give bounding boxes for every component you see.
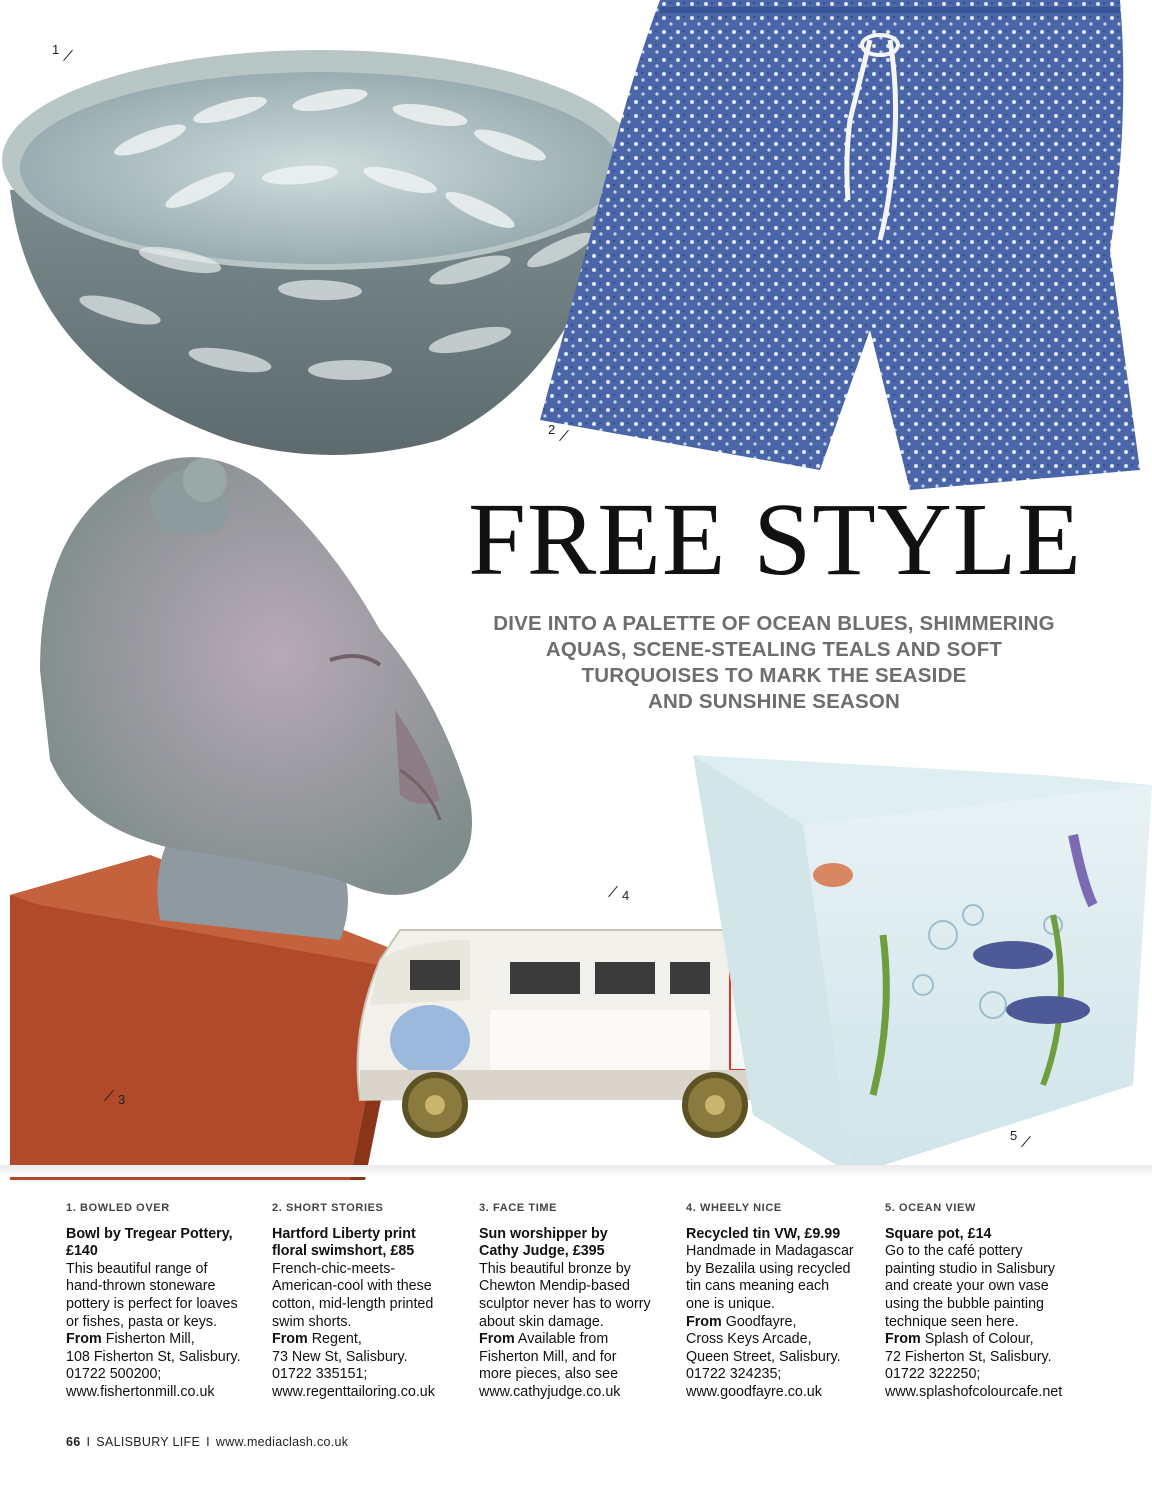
caption-from: From Fisherton Mill, — [66, 1331, 195, 1348]
caption-body: Go to the café pottery painting studio in Salisbury and create your own vase using the bubble painting technique seen here. From Splash of Colour, 72 Fisherton St, Salisbury. 01722 322250; www.splashofcolourcafe.net — [885, 1243, 1075, 1401]
marker-slash-icon — [104, 1090, 114, 1101]
page-footer — [66, 1435, 348, 1449]
marker-2 — [548, 422, 571, 437]
caption-website-link[interactable]: www.fishertonmill.co.uk — [66, 1383, 215, 1400]
page-headline: FREE STYLE — [468, 482, 1082, 597]
marker-number: 4 — [622, 888, 630, 903]
swim-shorts-image — [520, 0, 1152, 490]
caption-title: Hartford Liberty print floral swimshort, £85 — [272, 1225, 416, 1260]
image-fade-strip — [0, 1165, 1152, 1177]
caption-item-5 — [885, 1200, 1075, 1402]
standfirst — [468, 611, 1080, 715]
caption-from: From Regent, — [272, 1331, 362, 1348]
caption-website-link[interactable]: www.splashofcolourcafe.net — [885, 1383, 1063, 1400]
caption-website-link[interactable]: www.goodfayre.co.uk — [686, 1383, 822, 1400]
marker-number: 2 — [548, 422, 556, 437]
caption-item-3 — [479, 1200, 669, 1402]
caption-title: Square pot, £14 — [885, 1225, 992, 1242]
caption-from: From Splash of Colour, — [885, 1331, 1034, 1348]
footer-separator: I — [206, 1435, 210, 1449]
standfirst-line: AND SUNSHINE SEASON — [647, 690, 901, 713]
square-pot-image — [693, 755, 1152, 1180]
standfirst-line: DIVE INTO A PALETTE OF OCEAN BLUES, SHIMMERING — [493, 612, 1055, 635]
caption-body: This beautiful range of hand-thrown stoneware pottery is perfect for loaves or fishes, pasta or keys. From Fisherton Mill, 108 Fisherton St, Salisbury. 01722 500200; www.fishertonmill.co.uk — [66, 1261, 256, 1402]
caption-body: French-chic-meets- American-cool with these cotton, mid-length printed swim shorts. From Regent, 73 New St, Salisbury. 01722 335151; www.regenttailoring.co.uk — [272, 1261, 462, 1402]
caption-kicker: 3. FACE TIME — [479, 1202, 558, 1214]
publication-name: SALISBURY LIFE — [96, 1435, 201, 1449]
caption-title: Sun worshipper by Cathy Judge, £395 — [479, 1225, 608, 1260]
footer-website-link[interactable]: www.mediaclash.co.uk — [215, 1435, 349, 1449]
marker-number: 5 — [1010, 1128, 1018, 1143]
caption-kicker: 2. SHORT STORIES — [272, 1202, 384, 1214]
caption-kicker: 5. OCEAN VIEW — [885, 1202, 976, 1214]
footer-separator: I — [86, 1435, 91, 1449]
marker-slash-icon — [608, 886, 618, 897]
standfirst-line: AQUAS, SCENE-STEALING TEALS AND SOFT — [545, 638, 1003, 661]
caption-kicker: 4. WHEELY NICE — [686, 1202, 782, 1214]
caption-body: Handmade in Madagascar by Bezalila using recycled tin cans meaning each one is unique. From Goodfayre, Cross Keys Arcade, Queen Street, Salisbury. 01722 324235; www.goodfayre.co.uk — [686, 1243, 876, 1401]
marker-4 — [606, 888, 629, 903]
caption-from: From Available from — [479, 1331, 609, 1348]
marker-5 — [1010, 1128, 1033, 1143]
marker-1 — [52, 42, 75, 57]
caption-item-1 — [66, 1200, 256, 1402]
caption-kicker: 1. BOWLED OVER — [66, 1202, 170, 1214]
marker-3 — [102, 1092, 125, 1107]
marker-number: 1 — [52, 42, 60, 57]
caption-body: This beautiful bronze by Chewton Mendip-based sculptor never has to worry about skin damage. From Available from Fisherton Mill, and for more pieces, also see www.cathyjudge.co.uk — [479, 1261, 669, 1402]
caption-from: From Goodfayre, — [686, 1313, 797, 1330]
caption-item-2 — [272, 1200, 462, 1402]
caption-title: Recycled tin VW, £9.99 — [686, 1225, 841, 1242]
caption-website-link[interactable]: www.regenttailoring.co.uk — [272, 1383, 435, 1400]
page-number: 66 — [66, 1435, 81, 1449]
marker-number: 3 — [118, 1092, 126, 1107]
caption-title: Bowl by Tregear Pottery, £140 — [66, 1225, 233, 1260]
standfirst-line: TURQUOISES TO MARK THE SEASIDE — [581, 664, 967, 687]
caption-website-link[interactable]: www.cathyjudge.co.uk — [479, 1383, 621, 1400]
caption-item-4 — [686, 1200, 876, 1402]
